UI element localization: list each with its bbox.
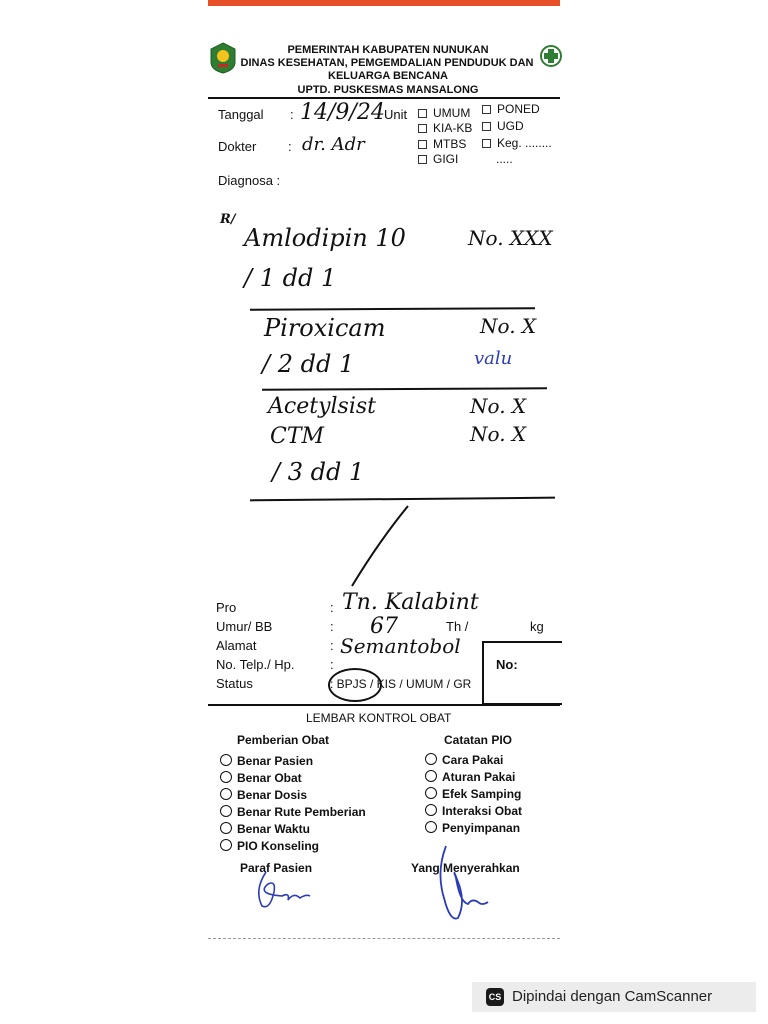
telp-label: No. Telp./ Hp. bbox=[216, 657, 295, 672]
regency-logo bbox=[210, 42, 236, 74]
no-box bbox=[482, 641, 562, 705]
unit-gigi[interactable]: GIGI bbox=[418, 152, 458, 166]
alamat-colon: : bbox=[330, 638, 334, 653]
top-color-strip bbox=[208, 0, 560, 6]
alamat-value: Semantobol bbox=[340, 634, 461, 658]
rx-item-4-name: CTM bbox=[270, 424, 325, 449]
kontrol-divider bbox=[208, 704, 560, 706]
pro-value: Tn. Kalabint bbox=[342, 590, 479, 615]
form-bottom-edge bbox=[208, 938, 560, 939]
unit-keg[interactable] bbox=[482, 136, 552, 150]
rx-divider-2 bbox=[262, 387, 547, 390]
rx-item-4-qty: No. X bbox=[470, 422, 527, 446]
patient-signature bbox=[248, 870, 318, 912]
kg-label: kg bbox=[530, 619, 544, 634]
telp-colon: : bbox=[330, 657, 334, 672]
umur-colon: : bbox=[330, 619, 334, 634]
check-pio-konseling[interactable]: PIO Konseling bbox=[220, 839, 319, 853]
alamat-label: Alamat bbox=[216, 638, 257, 653]
unit-keg-dots: ........ bbox=[525, 136, 552, 150]
check-benar-pasien[interactable]: Benar Pasien bbox=[220, 754, 313, 768]
check-benar-dosis[interactable]: Benar Dosis bbox=[220, 788, 307, 802]
status-bpjs-circle bbox=[328, 668, 382, 702]
unit-mtbs[interactable]: MTBS bbox=[418, 137, 466, 151]
tanggal-colon: : bbox=[290, 107, 294, 122]
check-benar-obat[interactable]: Benar Obat bbox=[220, 771, 302, 785]
paraf-pasien-label: Paraf Pasien bbox=[240, 861, 313, 875]
umur-label: Umur/ BB bbox=[216, 619, 273, 634]
pro-label: Pro bbox=[216, 600, 237, 615]
unit-label: Unit bbox=[384, 107, 408, 122]
check-interaksi-obat[interactable]: Interaksi Obat bbox=[425, 804, 522, 818]
umur-value: 67 bbox=[370, 614, 398, 639]
header-line-1: PEMERINTAH KABUPATEN NUNUKAN bbox=[287, 44, 489, 56]
unit-ugd[interactable]: UGD bbox=[482, 119, 524, 133]
rx-item-3-name: Acetylsist bbox=[268, 394, 376, 419]
tanggal-label: Tanggal bbox=[218, 107, 264, 122]
status-label: Status bbox=[216, 676, 253, 691]
unit-kia-kb[interactable]: KIA-KB bbox=[418, 121, 472, 135]
rx-item-1-name: Amlodipin 10 bbox=[244, 224, 406, 252]
camscanner-text: Dipindai dengan CamScanner bbox=[512, 988, 713, 1005]
pemberian-title: Pemberian Obat bbox=[237, 733, 330, 747]
rx-closing-stroke bbox=[340, 500, 430, 590]
check-benar-rute[interactable]: Benar Rute Pemberian bbox=[220, 805, 366, 819]
header-line-2: DINAS KESEHATAN, PEMGEMDALIAN PENDUDUK DAN bbox=[240, 57, 534, 69]
kontrol-title: LEMBAR KONTROL OBAT bbox=[306, 711, 452, 725]
check-benar-waktu[interactable]: Benar Waktu bbox=[220, 822, 310, 836]
yang-menyerahkan-label: Yang Menyerahkan bbox=[411, 861, 520, 875]
pio-title: Catatan PIO bbox=[444, 733, 513, 747]
unit-keg-label: Keg. bbox=[497, 136, 522, 150]
dokter-colon: : bbox=[288, 139, 292, 154]
check-aturan-pakai[interactable]: Aturan Pakai bbox=[425, 770, 515, 784]
status-options: : BPJS / KIS / UMUM / GR bbox=[330, 677, 472, 691]
unit-umum[interactable]: UMUM bbox=[418, 106, 470, 120]
rx-item-2-sig: / 2 dd 1 bbox=[262, 350, 355, 378]
rx-item-4-sig: / 3 dd 1 bbox=[272, 458, 365, 486]
health-cross-logo bbox=[540, 40, 562, 72]
header-divider bbox=[208, 97, 560, 99]
camscanner-badge bbox=[472, 982, 756, 1012]
pro-colon: : bbox=[330, 600, 334, 615]
camscanner-logo-icon: CS bbox=[486, 988, 504, 1006]
dokter-value: dr. Adr bbox=[302, 134, 365, 155]
rx-item-1-sig: / 1 dd 1 bbox=[244, 264, 337, 292]
rx-item-3-qty: No. X bbox=[470, 394, 527, 418]
rx-item-1-qty: No. XXX bbox=[468, 226, 553, 250]
th-label: Th / bbox=[446, 619, 469, 634]
no-label: No: bbox=[496, 657, 518, 672]
check-cara-pakai[interactable]: Cara Pakai bbox=[425, 753, 503, 767]
unit-poned[interactable]: PONED bbox=[482, 102, 540, 116]
dokter-label: Dokter bbox=[218, 139, 257, 154]
pharmacist-signature bbox=[432, 842, 492, 926]
rx-item-2-qty: No. X bbox=[480, 314, 537, 338]
rx-item-2-name: Piroxicam bbox=[264, 314, 386, 342]
rx-divider-1 bbox=[250, 307, 535, 310]
check-penyimpanan[interactable]: Penyimpanan bbox=[425, 821, 520, 835]
diagnosa-label: Diagnosa : bbox=[218, 173, 281, 188]
unit-extra-dots: ..... bbox=[496, 152, 513, 166]
check-efek-samping[interactable]: Efek Samping bbox=[425, 787, 521, 801]
header-line-3: KELUARGA BENCANA bbox=[328, 70, 448, 82]
rx-item-2-note: valu bbox=[474, 348, 513, 369]
rx-symbol: R/ bbox=[220, 212, 236, 227]
tanggal-value: 14/9/24 bbox=[300, 100, 385, 125]
header-line-4: UPTD. PUSKESMAS MANSALONG bbox=[297, 84, 479, 96]
